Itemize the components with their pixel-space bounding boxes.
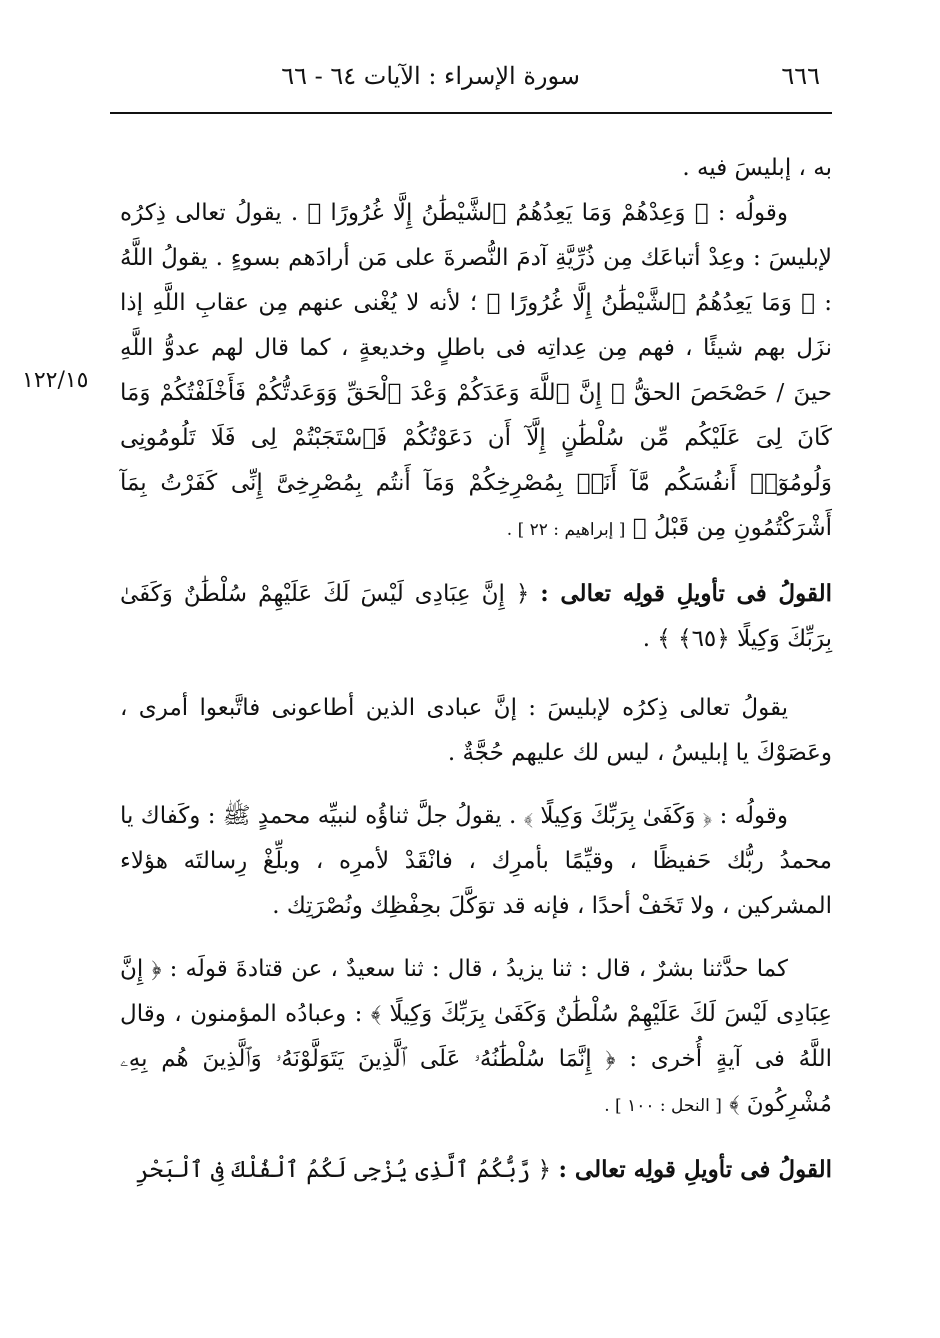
page-number: ٦٦٦ [781, 62, 820, 90]
paragraph-commentary-4 [120, 947, 832, 1129]
main-text [120, 146, 832, 1193]
heading-label: القولُ فى تأويلِ قولِه تعالى : [558, 1156, 832, 1183]
heading-verse: ﴿ إِنَّ عِبَادِى لَيْسَ لَكَ عَلَيْهِمْ سُلْطَٰنٌ وَكَفَىٰ بِرَبِّكَ وَكِيلًا ﴿٦٥﴾ ﴾ . [120, 581, 832, 652]
section-heading-2 [120, 1147, 832, 1193]
running-title: سورة الإسراء : الآيات ٦٤ - ٦٦ [281, 62, 580, 90]
citation-ibrahim: [ إبراهيم : ٢٢ ] . [506, 520, 626, 540]
heading-verse: ﴿ رَّبُّكُمُ ٱلَّذِى يُزْجِى لَكُمُ ٱلْفُلْكَ فِى ٱلْبَحْرِ [136, 1157, 552, 1183]
header-rule [110, 112, 832, 114]
commentary-text: وقولُه : ﴿ وَعِدْهُمْ وَمَا يَعِدُهُمُ ٱلشَّيْطَٰنُ إِلَّا غُرُورًا ﴾ . يقولُ تعالى ذِكرُه لإبليسَ : وعِدْ أتباعَك مِن ذُرِّيَّةِ آدمَ النُّصرةَ على مَن أرادَهم بسوءٍ . يقولُ اللَّهُ : ﴿ وَمَا يَعِدُهُمُ ٱلشَّيْطَٰنُ إِلَّا غُرُورًا ﴾ ؛ لأنه لا يُغْنى عنهم مِن عقابِ اللَّهِ إذا نزَل بهم شيئًا ، فهم مِن عِداتِه فى باطلٍ وخديعةٍ ، كما قال لهم عدوُّ اللَّهِ حينَ / حَصْحَصَ الحقُّ ﴿ إِنَّ ٱللَّهَ وَعَدَكُمْ وَعْدَ ٱلْحَقِّ وَوَعَدتُّكُمْ فَأَخْلَفْتُكُمْ وَمَا كَانَ لِىَ عَلَيْكُم مِّن سُلْطَٰنٍ إِلَّآ أَن دَعَوْتُكُمْ فَٱسْتَجَبْتُمْ لِى فَلَا تَلُومُونِى وَلُومُوٓا۟ أَنفُسَكُم مَّآ أَنَا۠ بِمُصْرِخِكُمْ وَمَآ أَنتُم بِمُصْرِخِىَّ إِنِّى كَفَرْتُ بِمَآ أَشْرَكْتُمُونِ مِن قَبْلُ ﴾ [120, 200, 832, 541]
citation-nahl: [ النحل : ١٠٠ ] . [604, 1096, 722, 1116]
paragraph-commentary-3: وقولُه : ﴿ وَكَفَىٰ بِرَبِّكَ وَكِيلًا ﴾ . يقولُ جلَّ ثناؤُه لنبيِّه محمدٍ ﷺ : وكَفاك يا محمدُ ربُّك حَفيظًا ، وقيِّمًا بأمرِك ، فانْقَدْ لأمرِه ، وبلِّغْ رِسالتَه هؤلاء المشركين ، ولا تَخَفْ أحدًا ، فإنه قد توَكَّلَ بحِفْظِك ونُصْرَتِك . [120, 803, 832, 919]
page-header [110, 58, 830, 98]
hadith-text: كما حدَّثنا بشرٌ ، قال : ثنا يزيدُ ، قال : ثنا سعيدٌ ، عن قتادةَ قولَه : ﴿ إِنَّ عِبَادِى لَيْسَ لَكَ عَلَيْهِمْ سُلْطَٰنٌ وَكَفَىٰ بِرَبِّكَ وَكِيلًا ﴾ : وعبادُه المؤمنون ، وقال اللَّهُ فى آيةٍ أُخرى : ﴿ إِنَّمَا سُلْطَٰنُهُۥ عَلَى ٱلَّذِينَ يَتَوَلَّوْنَهُۥ وَٱلَّذِينَ هُم بِهِۦ مُشْرِكُونَ ﴾ [120, 956, 832, 1117]
paragraph-commentary-2: يقولُ تعالى ذِكرُه لإبليسَ : إنَّ عبادى الذين أطاعونى فاتَّبعوا أمرى ، وعَصَوْكَ يا إبليسُ ، ليس لك عليهم حُجَّةٌ . [120, 695, 832, 766]
heading-label: القولُ فى تأويلِ قولِه تعالى : [540, 580, 832, 607]
section-heading-1 [120, 571, 832, 662]
paragraph-commentary-1 [120, 191, 832, 553]
paragraph-continuation: به ، إبليسَ فيه . [682, 155, 832, 181]
margin-reference: ١٢٢/١٥ [22, 368, 89, 393]
